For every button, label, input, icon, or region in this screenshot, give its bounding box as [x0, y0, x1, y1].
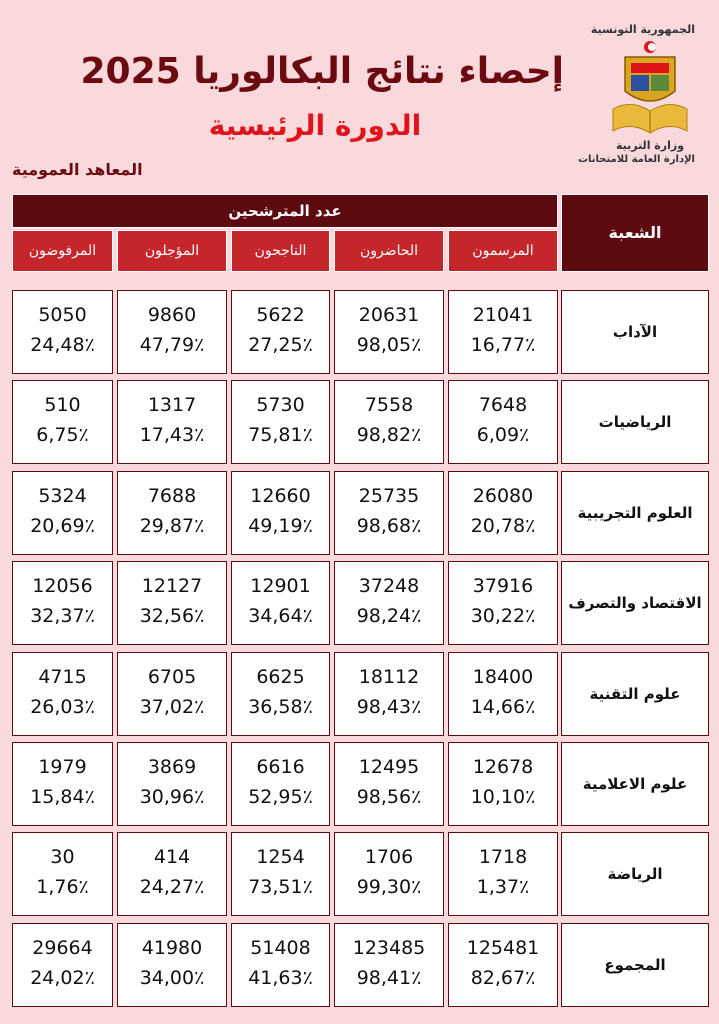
count-value: 7648: [478, 394, 528, 416]
data-cell: [448, 832, 558, 916]
count-value: 12901: [250, 575, 311, 597]
percent-value: 37,02٪: [139, 696, 205, 718]
percent-value: 6,75٪: [36, 424, 89, 446]
percent-value: 34,00٪: [139, 967, 205, 989]
logo-line-ministry: وزارة التربية: [615, 139, 685, 152]
data-cell: [231, 561, 330, 645]
count-value: 5622: [256, 304, 305, 326]
count-value: 20631: [358, 304, 420, 326]
count-value: 414: [153, 846, 191, 868]
percent-value: 14,66٪: [470, 696, 536, 718]
percent-value: 82,67٪: [470, 967, 536, 989]
percent-value: 29,87٪: [139, 515, 205, 537]
percent-value: 98,68٪: [356, 515, 422, 537]
count-value: 6616: [256, 756, 305, 778]
percent-value: 30,22٪: [470, 605, 536, 627]
count-value: 1718: [478, 846, 528, 868]
data-cell: [448, 923, 558, 1007]
data-cell: [12, 471, 113, 555]
data-cell: [117, 561, 227, 645]
percent-value: 49,19٪: [248, 515, 313, 537]
percent-value: 98,82٪: [356, 424, 422, 446]
group-header: عدد المترشحين: [12, 194, 558, 228]
count-value: 4715: [38, 666, 87, 688]
percent-value: 41,63٪: [248, 967, 313, 989]
percent-value: 98,56٪: [356, 786, 422, 808]
column-header: المرفوضون: [12, 230, 113, 272]
data-cell: [334, 380, 444, 464]
percent-value: 98,43٪: [356, 696, 422, 718]
percent-value: 27,25٪: [248, 334, 313, 356]
column-header: المرسمون: [448, 230, 558, 272]
count-value: 125481: [466, 937, 540, 959]
count-value: 51408: [250, 937, 311, 959]
count-value: 37916: [472, 575, 534, 597]
percent-value: 24,27٪: [139, 876, 205, 898]
count-value: 1317: [147, 394, 197, 416]
percent-value: 47,79٪: [139, 334, 205, 356]
logo-line-directorate: الإدارة العامة للامتحانات: [577, 154, 695, 165]
percent-value: 98,24٪: [356, 605, 422, 627]
data-cell: [448, 742, 558, 826]
percent-value: 26,03٪: [30, 696, 95, 718]
data-cell: [231, 380, 330, 464]
column-header: المؤجلون: [117, 230, 227, 272]
data-cell: [231, 742, 330, 826]
data-cell: [12, 742, 113, 826]
row-label-cell: [561, 290, 709, 374]
percent-value: 30,96٪: [139, 786, 205, 808]
percent-value: 16,77٪: [470, 334, 536, 356]
percent-value: 99,30٪: [356, 876, 422, 898]
data-cell: [12, 652, 113, 736]
data-cell: [231, 832, 330, 916]
percent-value: 98,05٪: [356, 334, 422, 356]
count-value: 12127: [141, 575, 203, 597]
count-value: 7558: [364, 394, 414, 416]
row-label-cell: [561, 923, 709, 1007]
data-cell: [448, 471, 558, 555]
data-cell: [334, 471, 444, 555]
percent-value: 10,10٪: [470, 786, 536, 808]
data-cell: [334, 561, 444, 645]
count-value: 18400: [472, 666, 534, 688]
branch-name: الرياضيات: [598, 413, 672, 431]
percent-value: 75,81٪: [248, 424, 313, 446]
count-value: 123485: [352, 937, 426, 959]
count-value: 3869: [147, 756, 197, 778]
data-cell: [334, 832, 444, 916]
data-cell: [334, 652, 444, 736]
emblem-icon: [611, 39, 689, 137]
percent-value: 73,51٪: [248, 876, 313, 898]
data-cell: [12, 832, 113, 916]
data-cell: [448, 561, 558, 645]
count-value: 1706: [364, 846, 414, 868]
count-value: 25735: [358, 485, 420, 507]
percent-value: 24,02٪: [30, 967, 95, 989]
page-subtitle: الدورة الرئيسية: [208, 109, 422, 142]
data-cell: [117, 471, 227, 555]
count-value: 29664: [32, 937, 93, 959]
row-label-cell: [561, 742, 709, 826]
percent-value: 98,41٪: [356, 967, 422, 989]
branch-name: علوم الاعلامية: [582, 775, 688, 793]
data-cell: [448, 290, 558, 374]
data-cell: [231, 652, 330, 736]
count-value: 41980: [141, 937, 203, 959]
percent-value: 6,09٪: [476, 424, 530, 446]
percent-value: 1,76٪: [36, 876, 89, 898]
row-label-cell: [561, 652, 709, 736]
count-value: 9860: [147, 304, 197, 326]
ministry-logo: [577, 22, 695, 170]
data-cell: [117, 923, 227, 1007]
data-cell: [12, 290, 113, 374]
branch-name: المجموع: [604, 956, 666, 974]
count-value: 5050: [38, 304, 87, 326]
count-value: 26080: [472, 485, 534, 507]
count-value: 7688: [147, 485, 197, 507]
branch-header: الشعبة: [561, 194, 709, 272]
data-cell: [448, 652, 558, 736]
count-value: 1979: [38, 756, 87, 778]
data-cell: [117, 290, 227, 374]
data-cell: [231, 471, 330, 555]
data-cell: [334, 742, 444, 826]
branch-name: الاقتصاد والتصرف: [568, 594, 702, 612]
row-label-cell: [561, 380, 709, 464]
section-label: المعاهد العمومية: [12, 160, 143, 179]
count-value: 12056: [32, 575, 93, 597]
data-cell: [12, 380, 113, 464]
data-cell: [334, 290, 444, 374]
data-cell: [117, 380, 227, 464]
percent-value: 36,58٪: [248, 696, 313, 718]
data-cell: [117, 742, 227, 826]
row-label-cell: [561, 471, 709, 555]
count-value: 12660: [250, 485, 311, 507]
data-cell: [448, 380, 558, 464]
count-value: 37248: [358, 575, 420, 597]
percent-value: 1,37٪: [476, 876, 530, 898]
column-header: الحاضرون: [334, 230, 444, 272]
percent-value: 24,48٪: [30, 334, 95, 356]
percent-value: 52,95٪: [248, 786, 313, 808]
logo-line-republic: الجمهورية التونسية: [590, 23, 695, 36]
percent-value: 32,56٪: [139, 605, 205, 627]
count-value: 5730: [256, 394, 305, 416]
percent-value: 34,64٪: [248, 605, 313, 627]
percent-value: 15,84٪: [30, 786, 95, 808]
branch-name: علوم التقنية: [589, 685, 681, 703]
count-value: 12495: [358, 756, 420, 778]
row-label-cell: [561, 561, 709, 645]
data-cell: [117, 652, 227, 736]
branch-name: الرياضة: [607, 865, 663, 883]
count-value: 6705: [147, 666, 197, 688]
data-cell: [334, 923, 444, 1007]
data-cell: [231, 290, 330, 374]
count-value: 5324: [38, 485, 87, 507]
data-cell: [117, 832, 227, 916]
data-cell: [12, 561, 113, 645]
count-value: 12678: [472, 756, 534, 778]
percent-value: 17,43٪: [139, 424, 205, 446]
percent-value: 20,69٪: [30, 515, 95, 537]
count-value: 6625: [256, 666, 305, 688]
count-value: 21041: [472, 304, 534, 326]
count-value: 18112: [358, 666, 420, 688]
page-title: إحصاء نتائج البكالوريا 2025: [80, 51, 564, 92]
count-value: 510: [44, 394, 81, 416]
branch-name: الآداب: [612, 323, 658, 341]
data-cell: [12, 923, 113, 1007]
column-header: الناجحون: [231, 230, 330, 272]
percent-value: 32,37٪: [30, 605, 95, 627]
count-value: 1254: [256, 846, 305, 868]
branch-name: العلوم التجريبية: [577, 504, 693, 522]
row-label-cell: [561, 832, 709, 916]
count-value: 30: [50, 846, 75, 868]
data-cell: [231, 923, 330, 1007]
percent-value: 20,78٪: [470, 515, 536, 537]
